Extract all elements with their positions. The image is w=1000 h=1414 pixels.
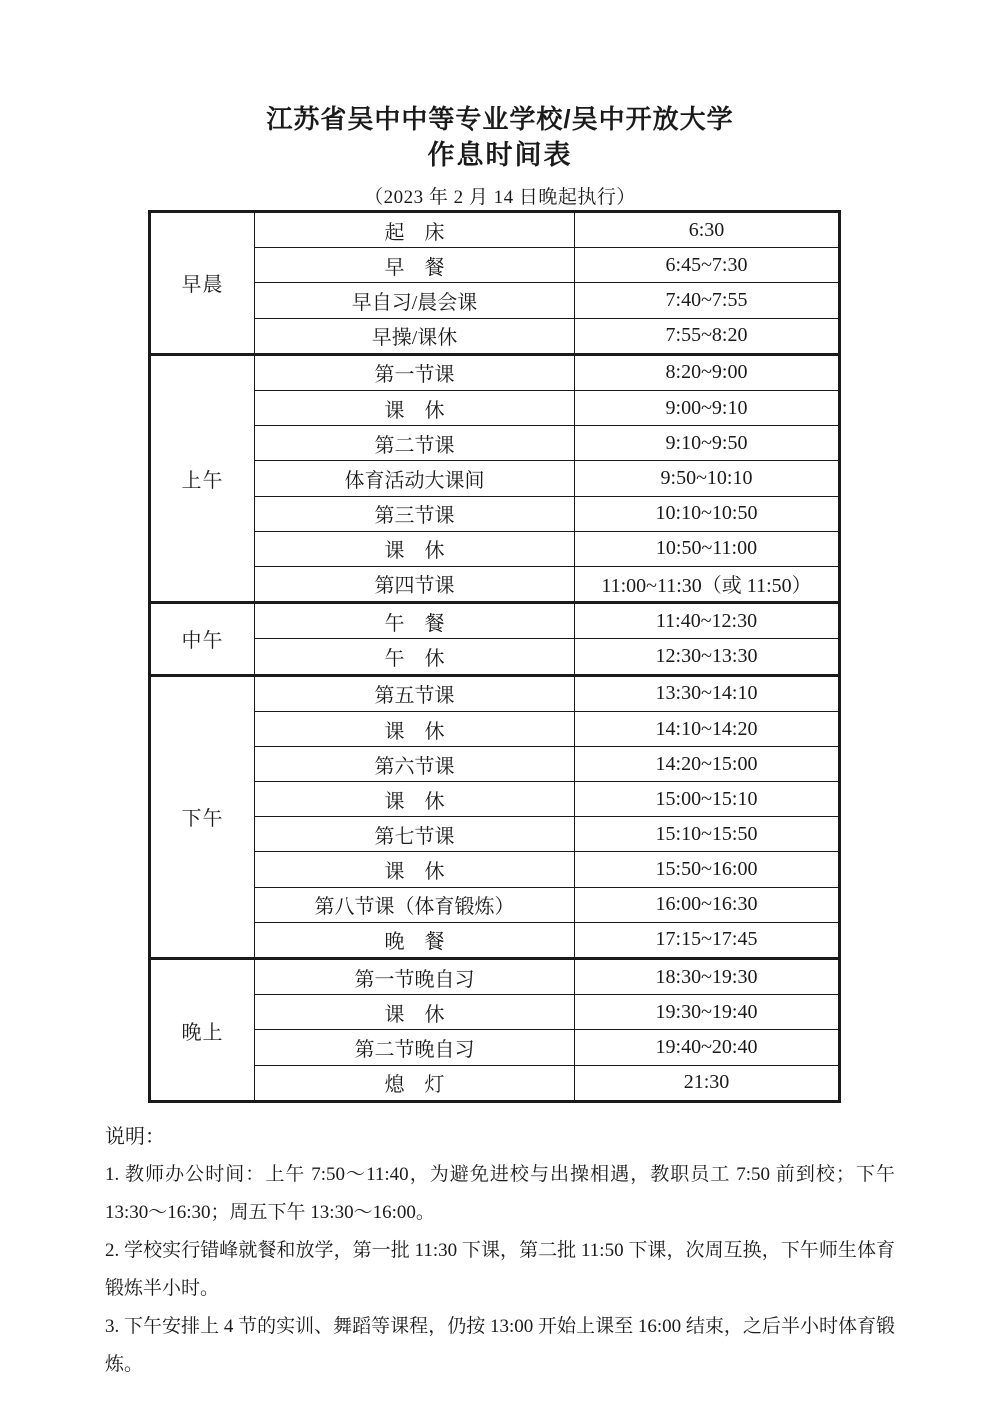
time-cell: 12:30~13:30	[575, 639, 840, 675]
time-cell: 17:15~17:45	[575, 922, 840, 958]
activity-cell: 早 餐	[255, 248, 575, 283]
time-cell: 18:30~19:30	[575, 959, 840, 995]
activity-cell: 第八节课（体育锻炼）	[255, 887, 575, 922]
activity-cell: 第一节课	[255, 354, 575, 390]
activity-cell: 第六节课	[255, 747, 575, 782]
activity-cell: 午 餐	[255, 603, 575, 639]
page-title: 江苏省吴中中等专业学校/吴中开放大学	[266, 104, 734, 134]
table-row	[150, 354, 840, 390]
time-cell: 7:55~8:20	[575, 318, 840, 354]
time-cell: 7:40~7:55	[575, 283, 840, 318]
period-cell: 早晨	[150, 212, 255, 355]
time-cell: 15:00~15:10	[575, 782, 840, 817]
time-cell: 13:30~14:10	[575, 675, 840, 711]
time-cell: 9:50~10:10	[575, 461, 840, 496]
schedule-table	[148, 210, 841, 1103]
period-cell: 下午	[150, 675, 255, 958]
table-row	[150, 603, 840, 639]
activity-cell: 晚 餐	[255, 922, 575, 958]
activity-cell: 第二节晚自习	[255, 1030, 575, 1065]
activity-cell: 体育活动大课间	[255, 461, 575, 496]
activity-cell: 第二节课	[255, 426, 575, 461]
time-cell: 10:50~11:00	[575, 531, 840, 566]
notes-heading: 说明：	[105, 1126, 165, 1148]
activity-cell: 第一节晚自习	[255, 959, 575, 995]
time-cell: 6:45~7:30	[575, 248, 840, 283]
activity-cell: 第四节课	[255, 566, 575, 602]
table-row	[150, 212, 840, 248]
activity-cell: 课 休	[255, 531, 575, 566]
time-cell: 19:30~19:40	[575, 995, 840, 1030]
activity-cell: 课 休	[255, 711, 575, 746]
time-cell: 16:00~16:30	[575, 887, 840, 922]
activity-cell: 第五节课	[255, 675, 575, 711]
effective-date: （2023 年 2 月 14 日晚起执行）	[364, 187, 636, 208]
time-cell: 11:40~12:30	[575, 603, 840, 639]
note-item: 1. 教师办公时间：上午 7:50～11:40，为避免进校与出操相遇，教职员工 7:50 前到校；下午 13:30～16:30；周五下午 13:30～16:00。	[105, 1164, 895, 1223]
period-cell: 晚上	[150, 959, 255, 1102]
activity-cell: 课 休	[255, 782, 575, 817]
table-row	[150, 675, 840, 711]
activity-cell: 熄 灯	[255, 1065, 575, 1101]
time-cell: 10:10~10:50	[575, 496, 840, 531]
time-cell: 15:10~15:50	[575, 817, 840, 852]
notes-section	[105, 1118, 895, 1384]
table-row	[150, 959, 840, 995]
note-item: 2. 学校实行错峰就餐和放学，第一批 11:30 下课，第二批 11:50 下课，次周互换，下午师生体育锻炼半小时。	[105, 1240, 895, 1299]
activity-cell: 第七节课	[255, 817, 575, 852]
time-cell: 21:30	[575, 1065, 840, 1101]
page-subtitle: 作息时间表	[427, 140, 573, 170]
time-cell: 6:30	[575, 212, 840, 248]
time-cell: 14:10~14:20	[575, 711, 840, 746]
time-cell: 9:10~9:50	[575, 426, 840, 461]
period-cell: 上午	[150, 354, 255, 602]
activity-cell: 早操/课休	[255, 318, 575, 354]
time-cell: 14:20~15:00	[575, 747, 840, 782]
activity-cell: 课 休	[255, 852, 575, 887]
period-cell: 中午	[150, 603, 255, 676]
activity-cell: 课 休	[255, 391, 575, 426]
time-cell: 11:00~11:30（或 11:50）	[575, 566, 840, 602]
activity-cell: 第三节课	[255, 496, 575, 531]
time-cell: 8:20~9:00	[575, 354, 840, 390]
time-cell: 15:50~16:00	[575, 852, 840, 887]
activity-cell: 起 床	[255, 212, 575, 248]
document-header	[0, 102, 1000, 210]
activity-cell: 课 休	[255, 995, 575, 1030]
time-cell: 19:40~20:40	[575, 1030, 840, 1065]
activity-cell: 午 休	[255, 639, 575, 675]
activity-cell: 早自习/晨会课	[255, 283, 575, 318]
note-item: 3. 下午安排上 4 节的实训、舞蹈等课程，仍按 13:00 开始上课至 16:00 结束，之后半小时体育锻炼。	[105, 1316, 895, 1375]
time-cell: 9:00~9:10	[575, 391, 840, 426]
